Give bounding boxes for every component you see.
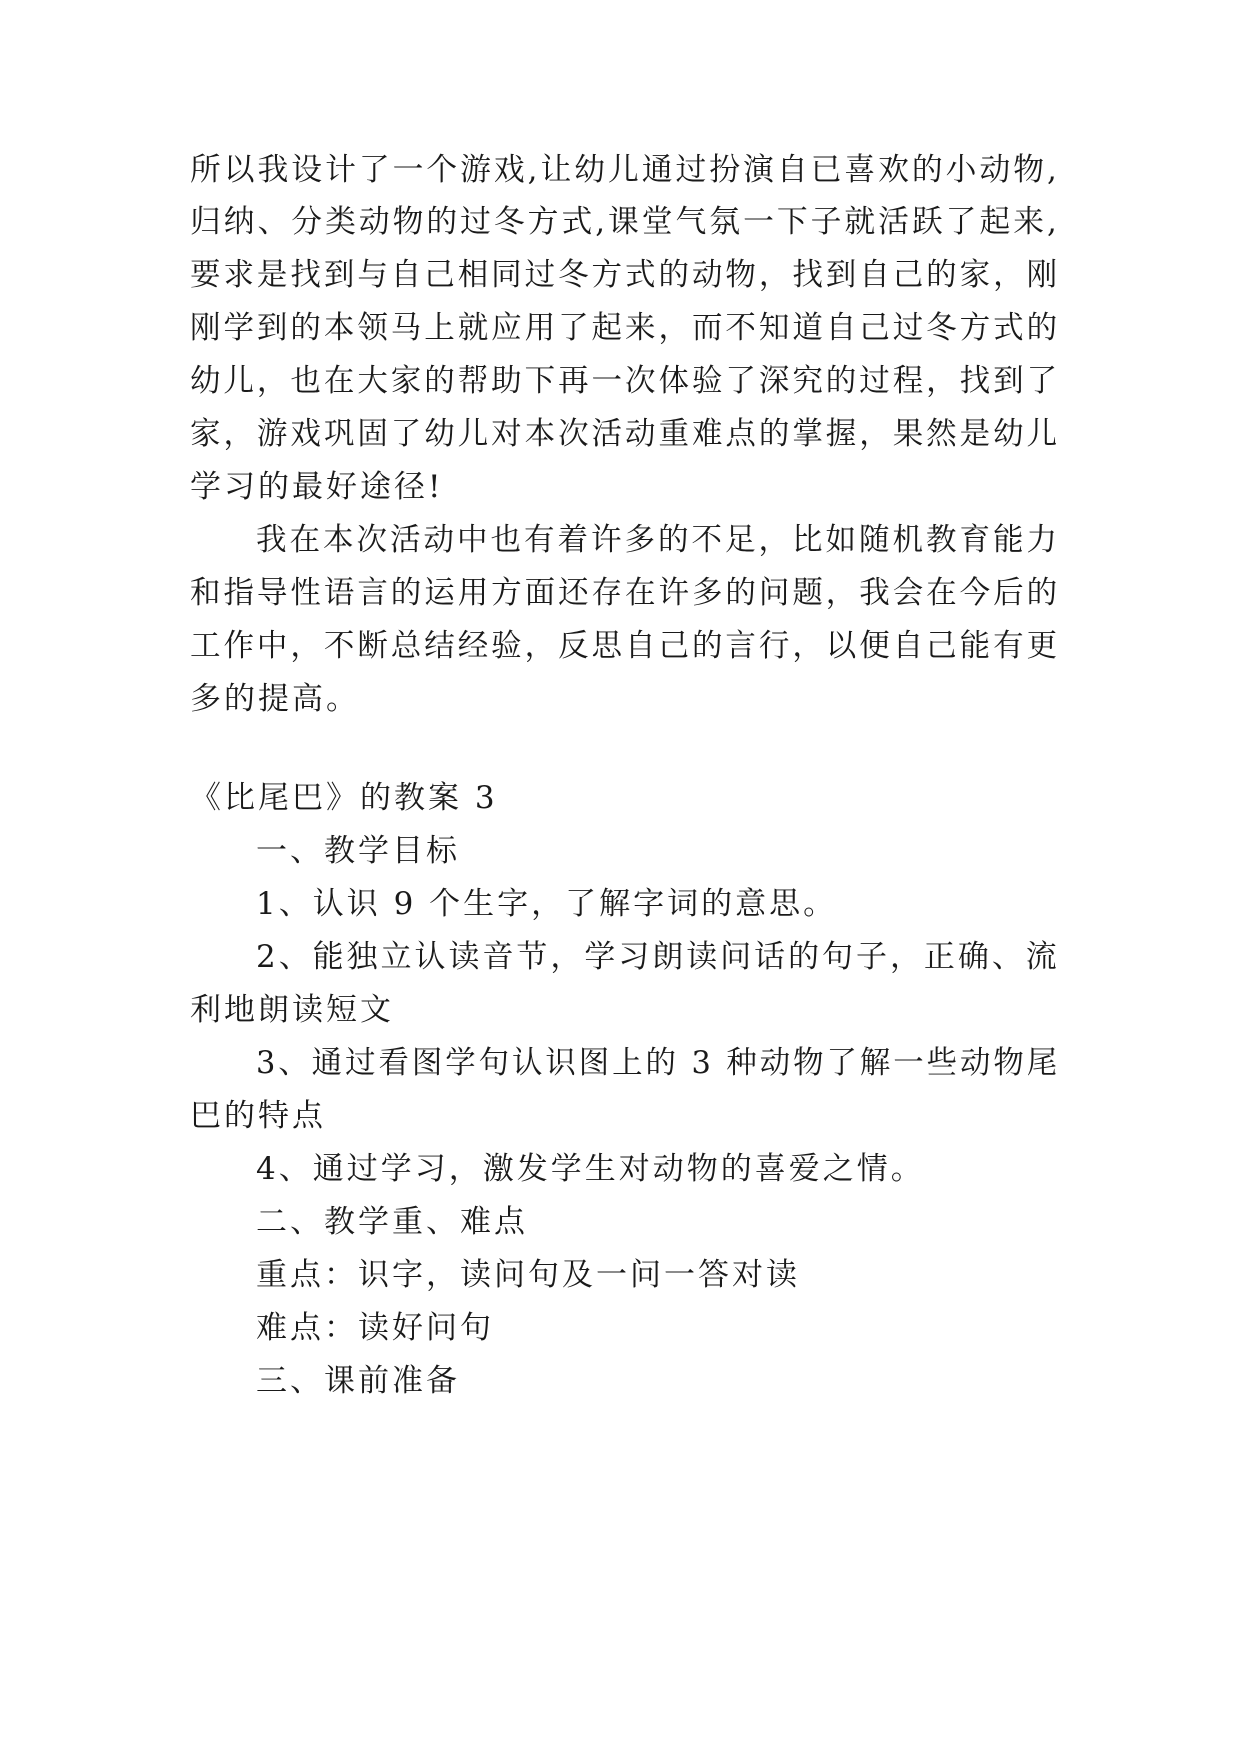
preparation-heading: 三、课前准备 xyxy=(256,1363,460,1399)
section-title: 《比尾巴》的教案 3 xyxy=(190,780,498,816)
paragraph-1-line-4: 刚学到的本领马上就应用了起来，而不知道自己过冬方式的 xyxy=(190,310,1061,346)
objectives-heading: 一、教学目标 xyxy=(256,833,460,869)
paragraph-2-line-2: 和指导性语言的运用方面还存在许多的问题，我会在今后的 xyxy=(190,575,1061,611)
paragraph-1-line-7: 学习的最好途径! xyxy=(190,469,444,505)
paragraph-1-line-3: 要求是找到与自己相同过冬方式的动物，找到自己的家，刚 xyxy=(190,257,1061,293)
key-point: 重点：识字，读问句及一问一答对读 xyxy=(256,1257,800,1293)
paragraph-2-line-1: 我在本次活动中也有着许多的不足，比如随机教育能力 xyxy=(256,522,1061,558)
paragraph-1-line-5: 幼儿，也在大家的帮助下再一次体验了深究的过程，找到了 xyxy=(190,363,1061,399)
objective-4: 4、通过学习，激发学生对动物的喜爱之情。 xyxy=(256,1151,925,1187)
difficult-point: 难点：读好问句 xyxy=(256,1310,494,1346)
objective-2-line-1: 2、能独立认读音节，学习朗读问话的句子，正确、流 xyxy=(256,939,1060,975)
objective-1: 1、认识 9 个生字，了解字词的意思。 xyxy=(256,886,838,922)
objective-3-line-2: 巴的特点 xyxy=(190,1098,326,1134)
paragraph-1-line-2: 归纳、分类动物的过冬方式,课堂气氛一下子就活跃了起来, xyxy=(190,204,1060,240)
objective-3-line-1: 3、通过看图学句认识图上的 3 种动物了解一些动物尾 xyxy=(256,1045,1061,1081)
paragraph-2-line-3: 工作中，不断总结经验，反思自己的言行，以便自己能有更 xyxy=(190,628,1061,664)
paragraph-2-line-4: 多的提高。 xyxy=(190,681,360,717)
objective-2-line-2: 利地朗读短文 xyxy=(190,992,394,1028)
key-points-heading: 二、教学重、难点 xyxy=(256,1204,528,1240)
paragraph-1-line-6: 家，游戏巩固了幼儿对本次活动重难点的掌握，果然是幼儿 xyxy=(190,416,1061,452)
paragraph-1-line-1: 所以我设计了一个游戏,让幼儿通过扮演自已喜欢的小动物, xyxy=(190,152,1060,188)
